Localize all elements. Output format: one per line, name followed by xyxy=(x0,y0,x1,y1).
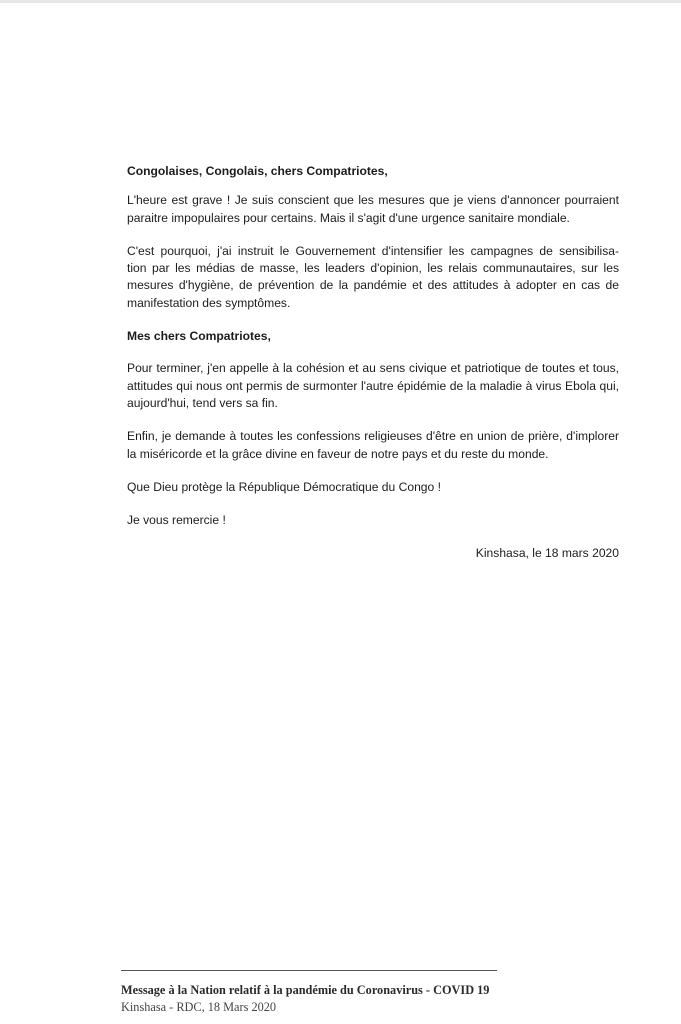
paragraph-line: aujourd'hui, tend vers sa fin. xyxy=(127,395,278,410)
paragraph-line: L'heure est grave ! Je suis conscient que les mesures que je viens d'annoncer pourraient xyxy=(127,193,619,208)
paragraph-prayer xyxy=(127,428,619,463)
paragraph-urgency xyxy=(127,192,619,227)
top-border xyxy=(0,0,681,3)
paragraph-line: la miséricorde et la grâce divine en faveur de notre pays et du reste du monde. xyxy=(127,446,549,461)
salutation: Congolaises, Congolais, chers Compatriotes, xyxy=(127,164,388,178)
paragraph-line: attitudes qui nous ont permis de surmonter l'autre épidémie de la maladie à virus Ebola qui, xyxy=(127,378,619,393)
place-date: Kinshasa, le 18 mars 2020 xyxy=(475,546,619,561)
paragraph-cohesion xyxy=(127,360,619,412)
paragraph-line: Pour terminer, j'en appelle à la cohésion et au sens civique et patriotique de toutes et tous, xyxy=(127,361,619,376)
section-heading: Mes chers Compatriotes, xyxy=(127,329,271,344)
paragraph-awareness xyxy=(127,243,619,312)
paragraph-line: Enfin, je demande à toutes les confessions religieuses d'être en union de prière, d'implorer xyxy=(127,429,619,444)
paragraph-line: manifestation des symptômes. xyxy=(127,295,291,310)
blessing-line: Que Dieu protège la République Démocratique du Congo ! xyxy=(127,479,441,494)
footer-divider xyxy=(121,970,497,971)
paragraph-line: C'est pourquoi, j'ai instruit le Gouvernement d'intensifier les campagnes de sensibilisa- xyxy=(127,243,619,258)
footer-subtitle: Kinshasa - RDC, 18 Mars 2020 xyxy=(121,1000,277,1014)
paragraph-line: mesures d'hygiène, de prévention de la pandémie et des attitudes à adopter en cas de xyxy=(127,278,619,293)
footer-title: Message à la Nation relatif à la pandémie du Coronavirus - COVID 19 xyxy=(121,983,490,997)
thanks-line: Je vous remercie ! xyxy=(127,513,226,528)
letter-body xyxy=(127,163,619,575)
paragraph-line: tion par les médias de masse, les leaders d'opinion, les relais communautaires, sur les xyxy=(127,261,619,276)
paragraph-line: paraitre impopulaires pour certains. Mais il s'agit d'une urgence sanitaire mondiale. xyxy=(127,210,570,225)
